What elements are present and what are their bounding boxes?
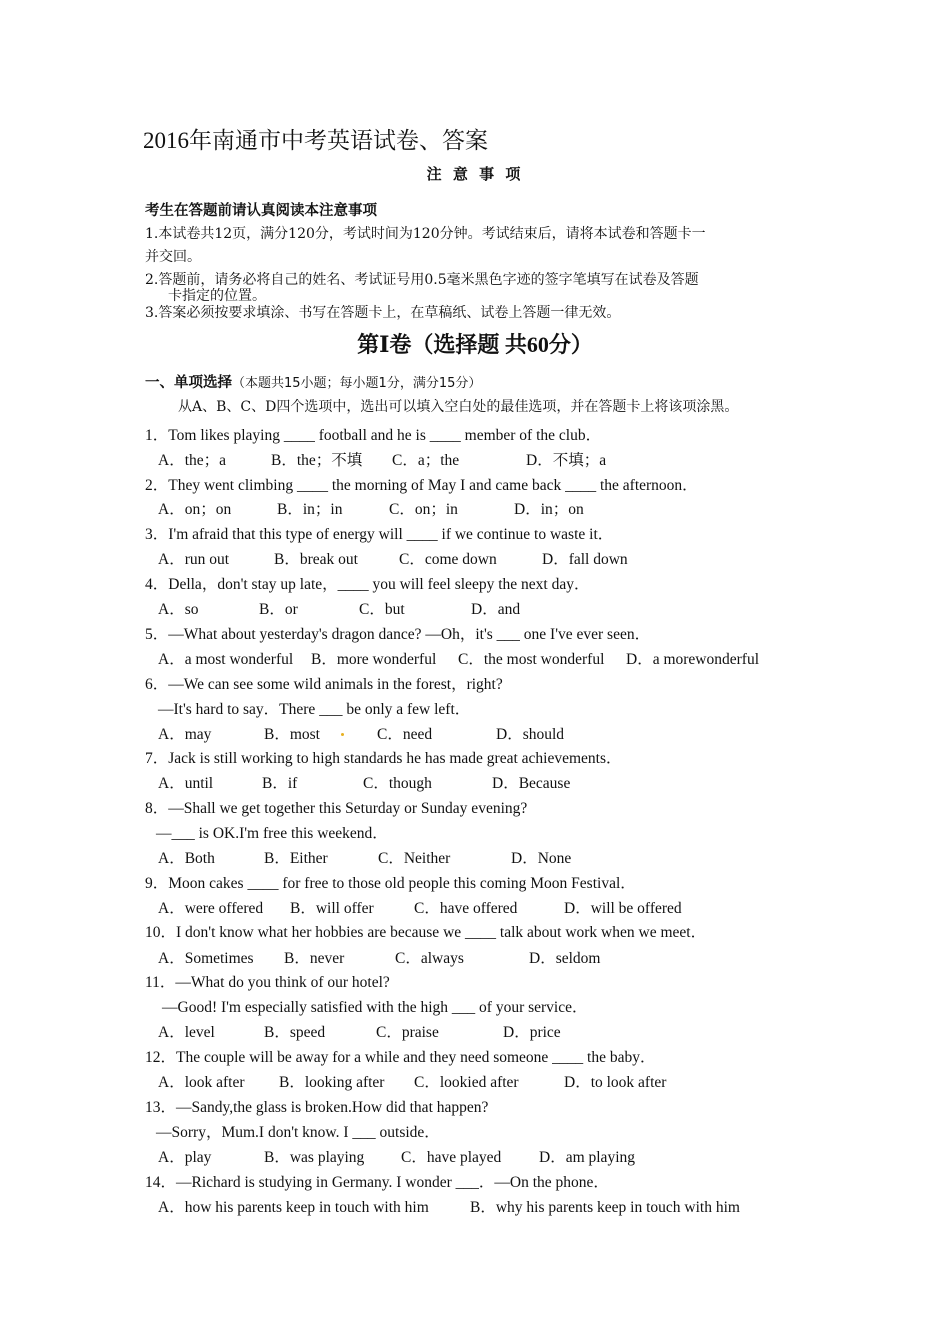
option: A．play [158, 1149, 212, 1166]
option: D．price [503, 1024, 561, 1041]
question-stem: —Good! I'm especially satisfied with the high ___ of your service． [162, 999, 588, 1016]
question-stem: 13．—Sandy,the glass is broken.How did that happen? [145, 1099, 489, 1116]
question-stem: 4．Della，don't stay up late，____ you will feel sleepy the next day． [145, 576, 590, 593]
option: D．None [511, 850, 572, 867]
option: B．more wonderful [311, 651, 437, 668]
option: B．Either [264, 850, 328, 867]
instruction-line: 1.本试卷共12页，满分120分，考试时间为120分钟。考试结束后，请将本试卷和答题卡一 [145, 226, 706, 242]
page-title: 2016年南通市中考英语试卷、答案 [143, 128, 488, 153]
question-stem: 9．Moon cakes ____ for free to those old people this coming Moon Festival． [145, 875, 636, 892]
instruction-line: 3.答案必须按要求填涂、书写在答题卡上，在草稿纸、试卷上答题一律无效。 [145, 305, 621, 321]
question-stem: 1．Tom likes playing ____ football and he is ____ member of the club． [145, 427, 602, 444]
option: C．a；the [392, 452, 460, 469]
question-stem: —___ is OK.I'm free this weekend． [156, 825, 388, 842]
option: B．or [259, 601, 298, 618]
option: B．if [262, 775, 298, 792]
option: B．never [284, 950, 345, 967]
option: A．on；on [158, 501, 232, 518]
option: D．am playing [539, 1149, 635, 1166]
section-note: （本题共15小题；每小题1分，满分15分） [232, 376, 482, 391]
option: A．Sometimes [158, 950, 254, 967]
option: C．on；in [389, 501, 458, 518]
option: C．but [359, 601, 405, 618]
option: D．should [496, 726, 565, 743]
option: C．though [363, 775, 432, 792]
option: D．不填；a [526, 452, 607, 469]
option: B．break out [274, 551, 358, 568]
question-stem: 6．—We can see some wild animals in the forest，right? [145, 676, 503, 693]
option: A．how his parents keep in touch with him [158, 1199, 429, 1216]
option: B．why his parents keep in touch with him [470, 1199, 740, 1216]
option: D．and [471, 601, 521, 618]
question-stem: 5．—What about yesterday's dragon dance? —Oh，it's ___ one I've ever seen． [145, 626, 651, 643]
option: B．looking after [279, 1074, 385, 1091]
section-description: 从A、B、C、D四个选项中，选出可以填入空白处的最佳选项，并在答题卡上将该项涂黑。 [178, 399, 739, 415]
option: A．until [158, 775, 214, 792]
option: B．speed [264, 1024, 326, 1041]
option: A．look after [158, 1074, 245, 1091]
option: B．in；in [277, 501, 343, 518]
part-title: 第Ⅰ卷（选择题 共60分） [357, 332, 593, 357]
option: A．a most wonderful [158, 651, 294, 668]
option: A．run out [158, 551, 230, 568]
option: C．have offered [414, 900, 518, 917]
question-stem: 2．They went climbing ____ the morning of May I and came back ____ the afternoon． [145, 477, 698, 494]
question-stem: 11．—What do you think of our hotel? [145, 974, 390, 991]
question-stem: 14．—Richard is studying in Germany. I wonder ___．—On the phone． [145, 1174, 609, 1191]
option: C．come down [399, 551, 497, 568]
option: D．in；on [514, 501, 584, 518]
option: A．may [158, 726, 212, 743]
question-stem: —Sorry，Mum.I don't know. I ___ outside． [156, 1124, 440, 1141]
question-stem: 12．The couple will be away for a while and they need someone ____ the baby． [145, 1049, 656, 1066]
option: D．a morewonderful [626, 651, 759, 668]
option: B．the；不填 [271, 452, 363, 469]
option: A．level [158, 1024, 215, 1041]
notice-heading: 注 意 事 项 [426, 165, 524, 183]
option: D．fall down [542, 551, 628, 568]
question-stem: 10．I don't know what her hobbies are because we ____ talk about work when we meet． [145, 924, 707, 941]
option: A．the；a [158, 452, 227, 469]
option: D．seldom [529, 950, 601, 967]
option: B．was playing [264, 1149, 365, 1166]
instruction-line: 卡指定的位置。 [168, 288, 266, 304]
section-name: 一、单项选择 [145, 375, 232, 391]
option: D．will be offered [564, 900, 682, 917]
option: A．so [158, 601, 199, 618]
instruction-line: 2.答题前，请务必将自己的姓名、考试证号用0.5毫米黑色字迹的签字笔填写在试卷及答题 [145, 272, 699, 288]
option: C．lookied after [414, 1074, 519, 1091]
option: C．always [395, 950, 464, 967]
option: C．praise [376, 1024, 439, 1041]
option: C．have played [401, 1149, 502, 1166]
question-stem: 3．I'm afraid that this type of energy will ____ if we continue to waste it． [145, 526, 614, 543]
option: B．will offer [290, 900, 374, 917]
question-stem: —It's hard to say．There ___ be only a few left． [158, 701, 471, 718]
ink-dot [341, 733, 344, 736]
option: A．Both [158, 850, 215, 867]
option: D．to look after [564, 1074, 667, 1091]
option: C．Neither [378, 850, 451, 867]
instructions-heading: 考生在答题前请认真阅读本注意事项 [145, 203, 377, 219]
question-stem: 7．Jack is still working to high standards he has made great achievements． [145, 750, 622, 767]
option: B．most [264, 726, 320, 743]
question-stem: 8．—Shall we get together this Seturday or Sunday evening? [145, 800, 528, 817]
option: D．Because [492, 775, 571, 792]
option: C．the most wonderful [458, 651, 605, 668]
section-heading [145, 371, 481, 392]
option: A．were offered [158, 900, 264, 917]
option: C．need [377, 726, 433, 743]
instruction-line: 并交回。 [145, 249, 201, 265]
